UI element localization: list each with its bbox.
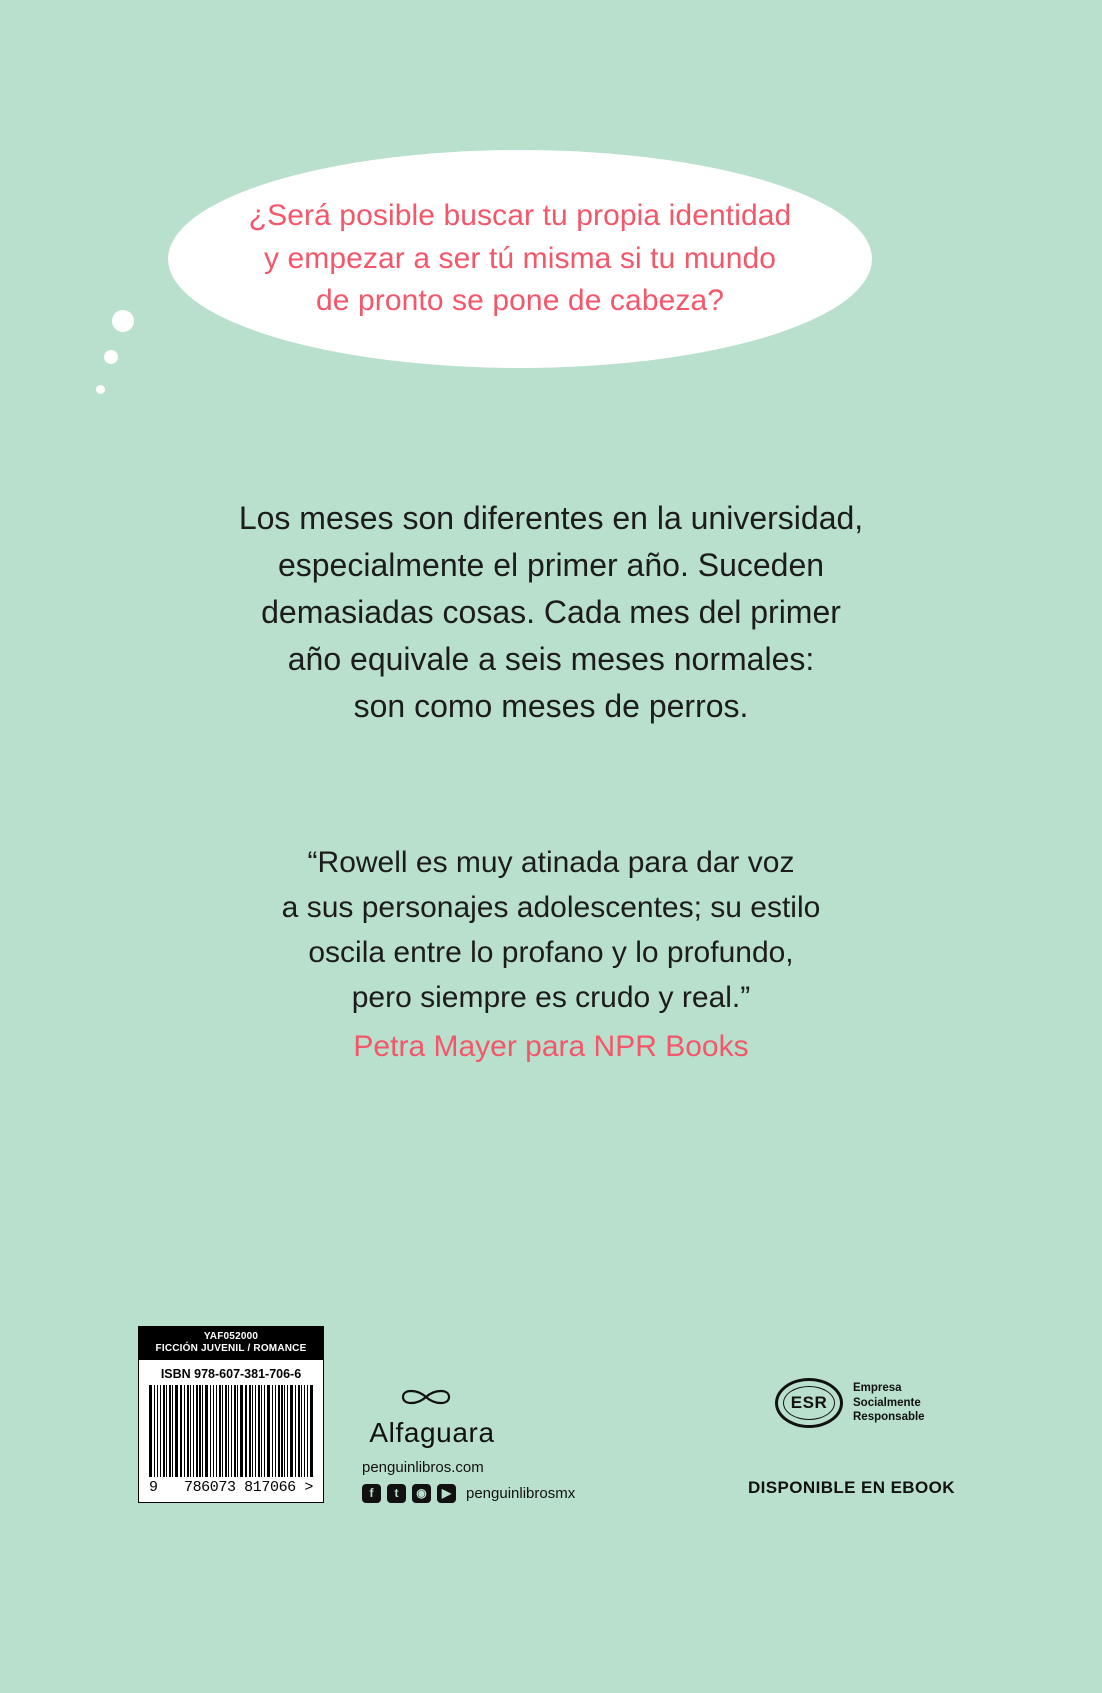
review-blurb [101, 840, 1001, 1069]
esr-line-2: Socialmente [853, 1396, 921, 1409]
ean-digits [139, 1477, 323, 1502]
synopsis-line-5: son como meses de perros. [353, 688, 749, 725]
tagline-line-1: ¿Será posible buscar tu propia identidad [248, 199, 792, 233]
youtube-icon[interactable]: ▶ [437, 1484, 456, 1503]
tagline-text [168, 150, 872, 368]
bisac-label: FICCIÓN JUVENIL / ROMANCE [155, 1342, 307, 1354]
esr-line-1: Empresa [853, 1381, 902, 1394]
synopsis-line-4: año equivale a seis meses normales: [287, 641, 815, 678]
social-links[interactable] [362, 1484, 682, 1503]
esr-block [775, 1378, 925, 1428]
ebook-availability-note: DISPONIBLE EN EBOOK [748, 1478, 955, 1497]
tagline-line-2: y empezar a ser tú misma si tu mundo [263, 241, 777, 275]
ean-right-digits: 786073 817066 > [183, 1478, 313, 1496]
publisher-block [362, 1384, 682, 1503]
social-handle[interactable]: penguinlibrosmx [466, 1485, 576, 1502]
blurb-source: Petra Mayer para NPR Books [353, 1030, 749, 1063]
synopsis-line-2: especialmente el primer año. Suceden [277, 547, 825, 584]
twitter-icon[interactable]: t [387, 1484, 406, 1503]
tagline-line-3: de pronto se pone de cabeza? [315, 284, 725, 318]
facebook-icon[interactable]: f [362, 1484, 381, 1503]
esr-badge-icon: ESR [775, 1378, 843, 1428]
bisac-code: YAF052000 [203, 1331, 259, 1342]
publisher-name: Alfaguara [369, 1417, 495, 1448]
alfaguara-infinity-icon [362, 1384, 502, 1415]
esr-line-3: Responsable [853, 1411, 925, 1424]
barcode-bars [149, 1385, 313, 1477]
barcode-block [138, 1326, 324, 1503]
synopsis-text [101, 495, 1001, 730]
blurb-line-2: a sus personajes adolescentes; su estilo [281, 891, 821, 924]
bisac-category [139, 1327, 323, 1360]
bubble-tail-dot-small [96, 385, 105, 394]
synopsis-line-3: demasiadas cosas. Cada mes del primer [261, 594, 841, 631]
instagram-icon[interactable]: ◉ [412, 1484, 431, 1503]
blurb-line-1: “Rowell es muy atinada para dar voz [307, 846, 795, 879]
synopsis-line-1: Los meses son diferentes en la universidad, [238, 500, 864, 536]
publisher-website[interactable]: penguinlibros.com [362, 1459, 484, 1476]
isbn-text: ISBN 978-607-381-706-6 [160, 1366, 302, 1381]
speech-bubble [0, 150, 1102, 420]
bubble-tail-dot-large [112, 310, 134, 332]
blurb-line-4: pero siempre es crudo y real.” [351, 981, 751, 1014]
esr-text [853, 1381, 925, 1425]
blurb-line-3: oscila entre lo profano y lo profundo, [308, 936, 794, 969]
bubble-tail-dot-medium [104, 350, 118, 364]
ean-left-digit: 9 [149, 1478, 158, 1496]
